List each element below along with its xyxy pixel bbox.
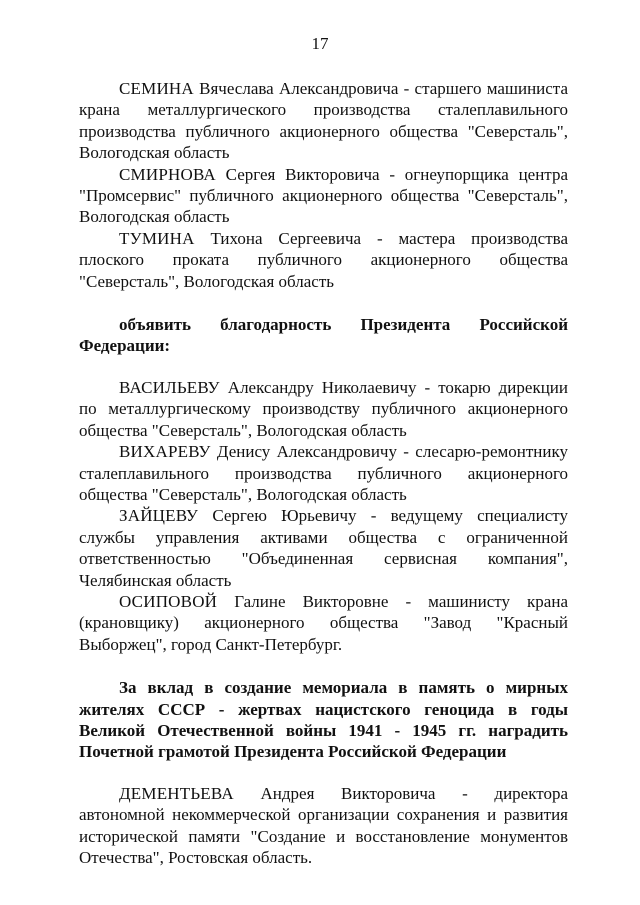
awardee-details: Сергея Викторовича - огнеупорщика центра "Промсервис" публичного акционерного общества "Северсталь", Вологодская область — [79, 164, 568, 227]
awardee-entry — [79, 505, 568, 591]
awardee-entry — [79, 783, 568, 869]
awardee-details: Галине Викторовне - машинисту крана (крановщику) акционерного общества "Завод "Красный Выборжец", город Санкт-Петербург. — [79, 591, 568, 654]
awardee-surname: ЗАЙЦЕВУ — [119, 506, 199, 526]
awardees-list-2 — [79, 377, 568, 655]
awardee-entry — [79, 441, 568, 505]
awardee-entry — [79, 78, 568, 164]
awardee-details: Андрея Викторовича - директора автономной некоммерческой организации сохранения и развития исторической памяти "Создание и восстановление монументов Отечества", Ростовская область. — [79, 783, 568, 867]
awardee-entry — [79, 164, 568, 228]
section-heading-gratitude: объявить благодарность Президента Российской Федерации: — [79, 315, 568, 356]
awardee-surname: СМИРНОВА — [119, 164, 216, 184]
awardee-entry — [79, 377, 568, 441]
awardee-details: Александру Николаевичу - токарю дирекции по металлургическому производству публичного акционерного общества "Северсталь", Вологодская область — [79, 377, 568, 440]
awardees-list-1 — [79, 78, 568, 292]
awardees-list-3 — [79, 783, 568, 869]
awardee-surname: ТУМИНА — [119, 228, 195, 248]
awardee-details: Денису Александровичу - слесарю-ремонтнику сталеплавильного производства публичного акционерного общества "Северсталь", Вологодская область — [79, 442, 568, 504]
awardee-surname: ДЕМЕНТЬЕВА — [119, 783, 234, 803]
awardee-details: Вячеслава Александровича - старшего машиниста крана металлургического производства сталеплавильного производства публичного акционерного общества "Северсталь", Вологодская область — [79, 79, 568, 163]
page-number: 17 — [311, 34, 329, 53]
section-heading-certificate: За вклад в создание мемориала в память о мирных жителях СССР - жертвах нацистского геноцида в годы Великой Отечественной войны 1941 - 1945 гг. наградить Почетной грамотой Президента Российской Федерации — [79, 678, 568, 762]
awardee-surname: ВАСИЛЬЕВУ — [119, 377, 220, 397]
awardee-surname: СЕМИНА — [119, 79, 194, 98]
awardee-entry — [79, 228, 568, 292]
awardee-surname: ОСИПОВОЙ — [119, 591, 218, 611]
document-body — [79, 78, 568, 868]
awardee-entry — [79, 591, 568, 655]
awardee-details: Тихона Сергеевича - мастера производства плоского проката публичного акционерного общества "Северсталь", Вологодская область — [79, 228, 568, 291]
awardee-details: Сергею Юрьевичу - ведущему специалисту службы управления активами общества с ограниченной ответственностью "Объединенная сервисная компания", Челябинская область — [79, 506, 568, 590]
awardee-surname: ВИХАРЕВУ — [119, 442, 211, 462]
